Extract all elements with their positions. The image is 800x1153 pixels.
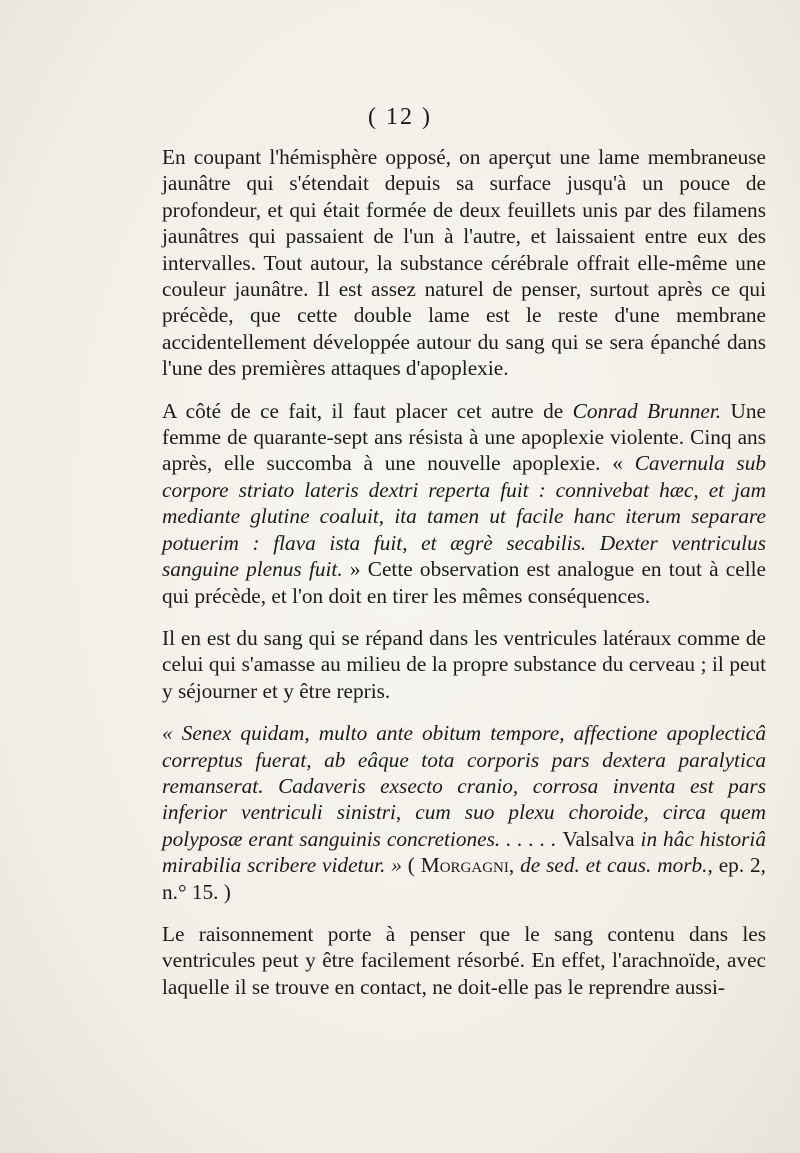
body-text: [162, 144, 766, 1000]
paragraph-1: En coupant l'hémisphère opposé, on aperçut une lame membraneuse jaunâtre qui s'étendait depuis sa surface jusqu'à un pouce de profondeur, et qui était formée de deux feuillets unis par des filamens jaunâtres qui passaient de l'un à l'autre, et laissaient entre eux des intervalles. Tout autour, la substance cérébrale offrait elle-même une couleur jaunâtre. Il est assez naturel de penser, surtout après ce qui précède, que cette double lame est le reste d'une membrane accidentellement développée autour du sang qui se sera épanché dans l'une des premières attaques d'apoplexie.: [162, 145, 766, 381]
p2-text-c: Une femme de quarante-sept ans résista à une apoplexie violente. Cinq ans après, elle succomba à une nouvelle apoplexie. «: [162, 398, 766, 476]
paragraph-3: Il en est du sang qui se répand dans les ventricules latéraux comme de celui qui s'amasse au milieu de la propre substance du cerveau ; il peut y séjourner et y être repris.: [162, 625, 766, 703]
paragraph-5: Le raisonnement porte à penser que le sang contenu dans les ventricules peut y être facilement résorbé. En effet, l'arachnoïde, avec laquelle il se trouve en contact, ne doit-elle pas le reprendre aussi-: [162, 921, 766, 999]
author-name-valsalva: Valsalva: [562, 826, 635, 851]
p4-text-f: ,: [508, 853, 521, 878]
p4-text-c: in hâc historiâ mirabilia scribere videtur. »: [162, 826, 767, 878]
page-number: ( 12 ): [368, 104, 432, 130]
latin-quotation-1: Cavernula sub corpore striato lateris dextri reperta fuit : connivebat hæc, et jam mediante glutine coaluit, ita tamen ut facile hanc iterum separare potuerim : flava ista fuit, et ægrè secabilis. Dexter ventriculus sanguine plenus fuit.: [162, 451, 766, 582]
p2-text-a: A côté de ce fait, il faut placer cet autre de: [162, 398, 573, 423]
paragraph-2: [162, 398, 766, 609]
p4-text-d: (: [407, 853, 421, 878]
p4-text-a: « Senex quidam, multo ante obitum tempore, affectione apoplecticâ correptus fuerat, ab eâque tota corporis pars dextera paralytica remanserat. Cadaveris exsecto cranio, corrosa inventa est pars inferior ventriculi sinistri, cum suo plexu choroide, circa quem polyposæ erant sanguinis concretiones. . . . . .: [162, 721, 766, 851]
citation-title: de sed. et caus. morb.: [520, 853, 708, 878]
author-name-brunner: Conrad Brunner.: [572, 398, 722, 423]
author-name-morgagni: Morgagni: [420, 853, 509, 878]
citation-reference: , ep. 2, n.° 15. ): [162, 853, 767, 904]
latin-quotation-2: [162, 720, 766, 905]
p2-text-e: » Cette observation est analogue en tout à celle qui précède, et l'on doit en tirer les mêmes conséquences.: [162, 557, 766, 608]
